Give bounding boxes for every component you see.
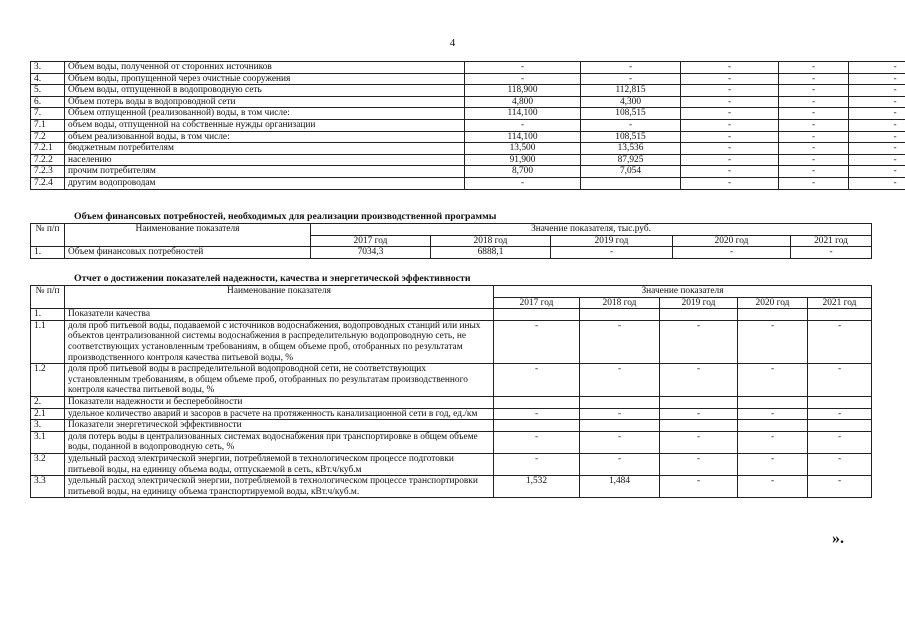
row-value: - xyxy=(849,62,905,74)
row-value: - xyxy=(465,119,581,131)
row-value: - xyxy=(849,166,905,178)
row-number: 7.2.3 xyxy=(31,166,65,178)
row-value: 114,100 xyxy=(465,131,581,143)
financial-needs-title: Объем финансовых потребностей, необходимых для реализации производственной программы xyxy=(74,211,497,222)
row-number: 1.1 xyxy=(31,320,65,363)
row-number: 7. xyxy=(31,108,65,120)
row-value: 108,515 xyxy=(581,108,681,120)
year-header: 2020 год xyxy=(738,297,808,309)
row-value: - xyxy=(849,73,905,85)
row-number: 7.2.1 xyxy=(31,143,65,155)
row-number: 7.2 xyxy=(31,131,65,143)
row-name: Объем потерь воды в водопроводной сети xyxy=(65,96,465,108)
row-name: удельный расход электрической энергии, потребляемой в технологическом процессе подготовки питьевой воды, на единицу объема воды, отпускаемой в сеть, кВт.ч/куб.м xyxy=(65,453,494,475)
row-name: доля проб питьевой воды в распределительной водопроводной сети, не соответствующих установленным требованиям, в общем объеме проб, отобранных по результатам производственного контроля качества питьевой воды, % xyxy=(65,364,494,397)
row-value: - xyxy=(494,408,580,420)
row-value: - xyxy=(673,247,791,259)
row-number: 7.1 xyxy=(31,119,65,131)
row-name: Объем воды, отпущенной в водопроводную сеть xyxy=(65,85,465,97)
row-value: 7034,3 xyxy=(311,247,431,259)
table-row xyxy=(31,154,905,166)
row-value xyxy=(494,420,580,432)
row-value: - xyxy=(849,143,905,155)
table-row xyxy=(31,431,872,453)
row-name: другим водопроводам xyxy=(65,177,465,189)
row-name: доля проб питьевой воды, подаваемой с источников водоснабжения, водопроводных станций или иных объектов централизованной системы водоснабжения в распределительную водопроводную сеть, не соответствующих установленным требованиям, в общем объеме проб, отобранных по результатам производственного контроля качества питьевой воды, % xyxy=(65,320,494,363)
row-value xyxy=(738,396,808,408)
year-header: 2019 год xyxy=(551,235,673,247)
row-value: - xyxy=(849,96,905,108)
row-value: - xyxy=(779,62,849,74)
row-value: - xyxy=(681,85,779,97)
row-name: прочим потребителям xyxy=(65,166,465,178)
table-row xyxy=(31,247,872,259)
row-value: - xyxy=(681,119,779,131)
row-value: - xyxy=(580,453,660,475)
table-row xyxy=(31,320,872,363)
row-value: - xyxy=(738,364,808,397)
row-number: 7.2.2 xyxy=(31,154,65,166)
row-number: 1. xyxy=(31,309,65,321)
row-value: - xyxy=(738,320,808,363)
row-value: - xyxy=(849,85,905,97)
row-value: - xyxy=(738,431,808,453)
row-value: - xyxy=(779,154,849,166)
row-value: - xyxy=(849,108,905,120)
table-row xyxy=(31,119,905,131)
row-name: удельное количество аварий и засоров в расчете на протяженность канализационной сети в год, ед./км xyxy=(65,408,494,420)
row-number: 1. xyxy=(31,247,65,259)
row-value: - xyxy=(779,177,849,189)
row-value xyxy=(738,309,808,321)
row-value: - xyxy=(779,119,849,131)
row-value: - xyxy=(808,431,872,453)
row-value: - xyxy=(660,408,738,420)
row-value xyxy=(494,396,580,408)
table-row xyxy=(31,96,905,108)
row-value: - xyxy=(849,177,905,189)
table-row xyxy=(31,62,905,74)
row-value: - xyxy=(849,154,905,166)
row-value: - xyxy=(779,73,849,85)
row-name: объем воды, отпущенной на собственные нужды организации xyxy=(65,119,465,131)
row-value: - xyxy=(681,154,779,166)
row-value: 13,536 xyxy=(581,143,681,155)
row-value: 7,054 xyxy=(581,166,681,178)
row-value: - xyxy=(779,166,849,178)
row-value: 112,815 xyxy=(581,85,681,97)
row-value: 114,100 xyxy=(465,108,581,120)
row-value xyxy=(580,309,660,321)
row-value: - xyxy=(660,364,738,397)
row-number: 4. xyxy=(31,73,65,85)
row-value: 1,532 xyxy=(494,476,580,498)
row-name: Объем воды, полученной от сторонних источников xyxy=(65,62,465,74)
row-value: - xyxy=(580,320,660,363)
year-header: 2017 год xyxy=(494,297,580,309)
row-value: - xyxy=(681,143,779,155)
row-value: 13,500 xyxy=(465,143,581,155)
indicators-report-table xyxy=(30,285,872,498)
row-value: - xyxy=(779,143,849,155)
row-value: - xyxy=(808,364,872,397)
table-row xyxy=(31,85,905,97)
row-value: 6888,1 xyxy=(431,247,551,259)
table-row xyxy=(31,73,905,85)
row-value xyxy=(660,309,738,321)
row-number: 2. xyxy=(31,396,65,408)
row-value: 108,515 xyxy=(581,131,681,143)
row-value: - xyxy=(808,453,872,475)
row-value: - xyxy=(849,131,905,143)
table-row xyxy=(31,131,905,143)
row-value: - xyxy=(681,73,779,85)
row-value: - xyxy=(808,408,872,420)
row-value: - xyxy=(779,131,849,143)
year-header: 2021 год xyxy=(791,235,872,247)
row-value xyxy=(808,309,872,321)
table-row xyxy=(31,408,872,420)
row-value: - xyxy=(681,131,779,143)
row-value: - xyxy=(660,431,738,453)
section-row xyxy=(31,396,872,408)
row-value xyxy=(808,396,872,408)
row-value xyxy=(660,396,738,408)
row-value: 87,925 xyxy=(581,154,681,166)
row-value: - xyxy=(681,108,779,120)
row-value: 4,800 xyxy=(465,96,581,108)
row-number: 3.1 xyxy=(31,431,65,453)
row-value: - xyxy=(779,96,849,108)
row-value: - xyxy=(494,431,580,453)
row-value: - xyxy=(580,408,660,420)
row-name: Объем воды, пропущенной через очистные сооружения xyxy=(65,73,465,85)
row-value: - xyxy=(465,177,581,189)
financial-needs-table xyxy=(30,223,872,259)
row-value: - xyxy=(660,453,738,475)
row-value: - xyxy=(580,431,660,453)
row-value: - xyxy=(849,119,905,131)
row-value: - xyxy=(681,96,779,108)
row-value: 1,484 xyxy=(580,476,660,498)
row-name: Показатели энергетической эффективности xyxy=(65,420,494,432)
row-value: - xyxy=(580,364,660,397)
row-number: 6. xyxy=(31,96,65,108)
row-value xyxy=(660,420,738,432)
row-value xyxy=(581,177,681,189)
row-number: 3. xyxy=(31,62,65,74)
table-row xyxy=(31,166,905,178)
row-name: объем реализованной воды, в том числе: xyxy=(65,131,465,143)
row-value: - xyxy=(808,476,872,498)
row-value: 4,300 xyxy=(581,96,681,108)
row-value: - xyxy=(494,364,580,397)
col-name-header: Наименование показателя xyxy=(65,224,311,247)
row-value: 91,900 xyxy=(465,154,581,166)
row-value: - xyxy=(738,453,808,475)
table-row xyxy=(31,143,905,155)
row-value xyxy=(494,309,580,321)
row-value: - xyxy=(779,85,849,97)
year-header: 2017 год xyxy=(311,235,431,247)
row-number: 3.3 xyxy=(31,476,65,498)
indicators-report-title: Отчет о достижении показателей надежности, качества и энергетической эффективности xyxy=(74,273,471,284)
row-number: 3. xyxy=(31,420,65,432)
row-value: - xyxy=(494,453,580,475)
row-value xyxy=(738,420,808,432)
table-row xyxy=(31,177,905,189)
table-row xyxy=(31,453,872,475)
col-group-header: Значение показателя, тыс.руб. xyxy=(311,224,872,236)
row-value: - xyxy=(660,320,738,363)
year-header: 2018 год xyxy=(580,297,660,309)
row-value: - xyxy=(738,476,808,498)
row-value: - xyxy=(494,320,580,363)
year-header: 2019 год xyxy=(660,297,738,309)
col-number-header: № п/п xyxy=(31,286,65,309)
row-name: удельный расход электрической энергии, потребляемой в технологическом процессе транспортировки питьевой воды, на единицу объема транспортируемой воды, кВт.ч/куб.м. xyxy=(65,476,494,498)
col-number-header: № п/п xyxy=(31,224,65,247)
row-number: 3.2 xyxy=(31,453,65,475)
row-name: населению xyxy=(65,154,465,166)
page-number: 4 xyxy=(449,37,456,49)
row-value xyxy=(580,396,660,408)
row-value: - xyxy=(660,476,738,498)
row-name: Объем отпущенной (реализованной) воды, в том числе: xyxy=(65,108,465,120)
row-value: 8,700 xyxy=(465,166,581,178)
row-value: 118,900 xyxy=(465,85,581,97)
row-name: Показатели качества xyxy=(65,309,494,321)
row-number: 5. xyxy=(31,85,65,97)
row-value xyxy=(808,420,872,432)
table-row xyxy=(31,364,872,397)
row-number: 1.2 xyxy=(31,364,65,397)
row-value: - xyxy=(581,73,681,85)
year-header: 2020 год xyxy=(673,235,791,247)
row-value: - xyxy=(681,62,779,74)
row-name: доля потерь воды в централизованных системах водоснабжения при транспортировке в общем объеме воды, поданной в водопроводную сеть, % xyxy=(65,431,494,453)
row-number: 7.2.4 xyxy=(31,177,65,189)
col-name-header: Наименование показателя xyxy=(65,286,494,309)
year-header: 2021 год xyxy=(808,297,872,309)
table-row xyxy=(31,108,905,120)
row-value: - xyxy=(465,62,581,74)
row-number: 2.1 xyxy=(31,408,65,420)
row-value: - xyxy=(808,320,872,363)
table-row xyxy=(31,476,872,498)
row-value: - xyxy=(465,73,581,85)
row-value: - xyxy=(551,247,673,259)
closing-quote-mark: ». xyxy=(832,530,844,547)
row-value: - xyxy=(681,166,779,178)
section-row xyxy=(31,309,872,321)
row-name: Показатели надежности и бесперебойности xyxy=(65,396,494,408)
row-value xyxy=(580,420,660,432)
row-value: - xyxy=(779,108,849,120)
row-name: Объем финансовых потребностей xyxy=(65,247,311,259)
col-group-header: Значение показателя xyxy=(494,286,872,298)
water-volume-table xyxy=(30,61,905,190)
year-header: 2018 год xyxy=(431,235,551,247)
row-value: - xyxy=(581,62,681,74)
row-value: - xyxy=(738,408,808,420)
row-name: бюджетным потребителям xyxy=(65,143,465,155)
row-value: - xyxy=(681,177,779,189)
section-row xyxy=(31,420,872,432)
row-value: - xyxy=(791,247,872,259)
row-value: - xyxy=(581,119,681,131)
